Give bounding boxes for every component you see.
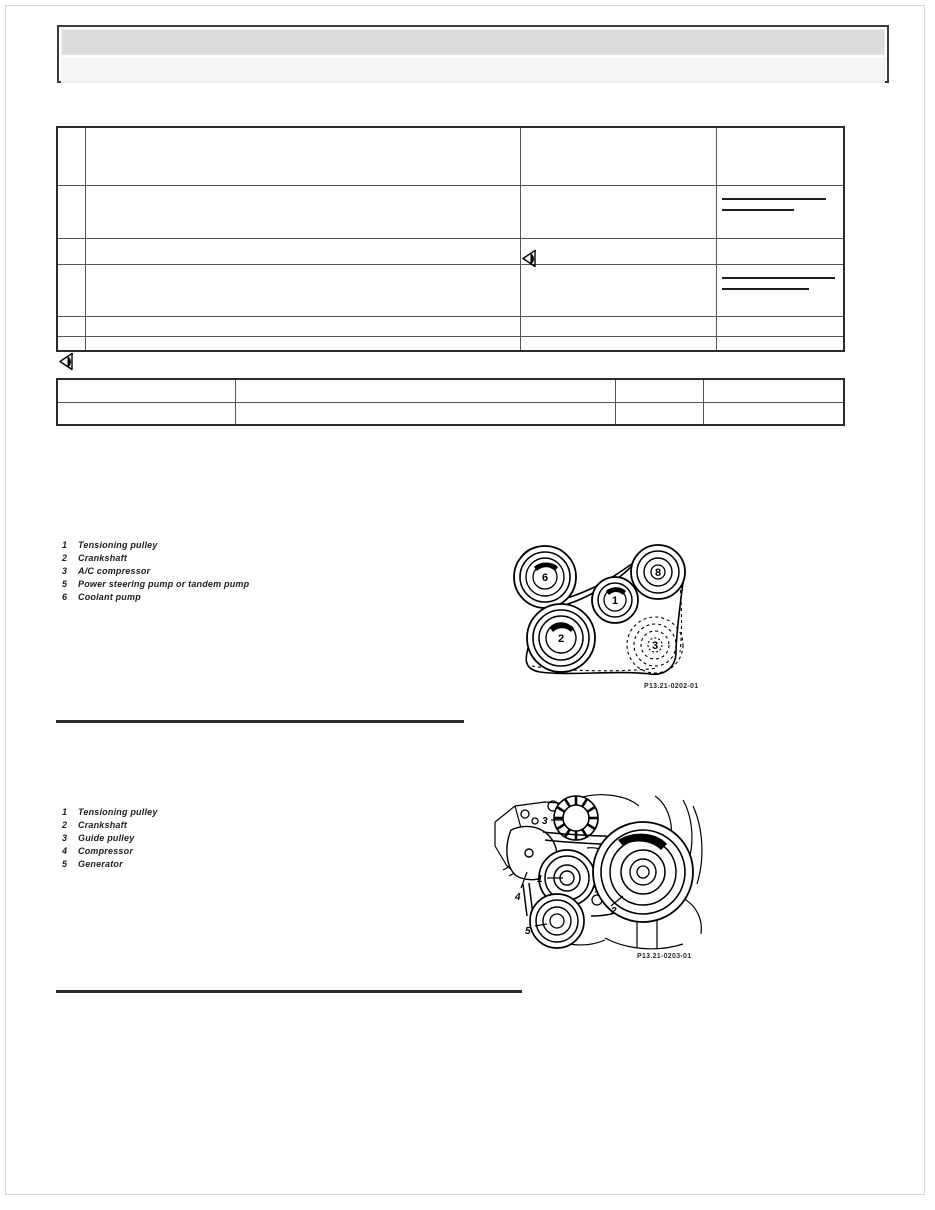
cell-b [235, 379, 615, 402]
svg-text:3: 3 [651, 640, 659, 652]
pulley-6 [514, 546, 576, 608]
cell-a [57, 402, 235, 425]
legend-item [62, 565, 249, 578]
callout-1: 1 [537, 874, 543, 885]
header-subtitle-bar [61, 57, 885, 83]
table-row [57, 127, 844, 185]
cell-description [85, 127, 520, 185]
cell-description [85, 336, 520, 351]
cell-number [57, 185, 85, 238]
legend-label: A/C compressor [78, 566, 151, 576]
legend-item [62, 578, 249, 591]
value-underline-artifact [722, 198, 827, 200]
value-underline-artifact [722, 277, 835, 279]
pulley-8 [631, 545, 685, 599]
legend-label: Power steering pump or tandem pump [78, 579, 250, 589]
cell-d [703, 402, 844, 425]
pulley-crankshaft-2 [593, 822, 693, 922]
legend-number: 6 [62, 592, 68, 602]
figure-caption: P13.21-0202-01 [644, 683, 699, 690]
pulley-1 [592, 577, 638, 623]
cell-c [615, 379, 703, 402]
legend-label: Compressor [78, 846, 134, 856]
svg-text:1: 1 [611, 595, 619, 607]
callout-3: 3 [542, 816, 548, 827]
cell-number [57, 336, 85, 351]
legend-number: 4 [62, 846, 68, 856]
legend-label: Tensioning pulley [78, 540, 158, 550]
svg-text:6: 6 [541, 572, 549, 584]
legend-item [62, 819, 158, 832]
callout-5: 5 [525, 926, 531, 937]
legend-number: 3 [62, 566, 68, 576]
legend-item [62, 832, 158, 845]
legend-item [62, 591, 249, 604]
legend-label: Generator [78, 859, 123, 869]
table-row [57, 238, 844, 264]
cell-value [716, 185, 844, 238]
legend-label: Crankshaft [78, 820, 128, 830]
section-rule-1 [56, 720, 464, 723]
cell-description [85, 316, 520, 336]
figure-caption: P13.21-0203-01 [637, 953, 692, 960]
value-underline-artifact [722, 209, 794, 211]
table-row [57, 379, 844, 402]
note-table [56, 378, 845, 426]
cell-middle [520, 238, 716, 264]
header-banner [57, 25, 889, 83]
callout-4: 4 [515, 892, 521, 903]
cell-middle [520, 127, 716, 185]
section-rule-2 [56, 990, 522, 993]
cell-b [235, 402, 615, 425]
svg-text:8: 8 [654, 567, 662, 579]
legend-figure-2 [62, 806, 158, 871]
svg-text:2: 2 [557, 633, 565, 645]
table-row [57, 402, 844, 425]
cell-description [85, 185, 520, 238]
cell-description [85, 264, 520, 316]
legend-number: 3 [62, 833, 68, 843]
legend-item [62, 845, 158, 858]
cell-d [703, 379, 844, 402]
poly-v-belt-routing-diagram-2 [487, 788, 712, 960]
legend-item [62, 552, 249, 565]
cell-middle [520, 316, 716, 336]
cell-a [57, 379, 235, 402]
legend-label: Tensioning pulley [78, 807, 158, 817]
legend-item [62, 539, 249, 552]
pulley-3 [641, 631, 669, 659]
legend-number: 5 [62, 579, 68, 589]
cell-middle [520, 264, 716, 316]
poly-v-belt-routing-diagram-1 [498, 540, 708, 700]
cell-middle [520, 336, 716, 351]
cell-number [57, 316, 85, 336]
cell-value [716, 264, 844, 316]
cell-value [716, 336, 844, 351]
header-title-bar [61, 29, 885, 55]
value-underline-artifact [722, 288, 809, 290]
specification-table [56, 126, 845, 352]
cell-value [716, 316, 844, 336]
pulley-generator-5 [530, 894, 584, 948]
legend-item [62, 806, 158, 819]
table-row [57, 316, 844, 336]
cell-value [716, 238, 844, 264]
cell-number [57, 238, 85, 264]
legend-label: Crankshaft [78, 553, 128, 563]
legend-number: 5 [62, 859, 68, 869]
legend-figure-1 [62, 539, 249, 604]
legend-label: Guide pulley [78, 833, 135, 843]
legend-label: Coolant pump [78, 592, 141, 602]
legend-item [62, 858, 158, 871]
cell-middle [520, 185, 716, 238]
cell-number [57, 127, 85, 185]
cell-description [85, 238, 520, 264]
callout-2: 2 [611, 906, 617, 917]
table-row [57, 185, 844, 238]
table-row [57, 264, 844, 316]
note-arrow-icon [58, 352, 77, 371]
cell-value [716, 127, 844, 185]
legend-number: 1 [62, 807, 68, 817]
legend-number: 2 [62, 820, 68, 830]
legend-number: 1 [62, 540, 68, 550]
cell-c [615, 402, 703, 425]
cell-number [57, 264, 85, 316]
pulley-2 [527, 604, 595, 672]
note-arrow-icon [521, 249, 540, 268]
table-row [57, 336, 844, 351]
legend-number: 2 [62, 553, 68, 563]
